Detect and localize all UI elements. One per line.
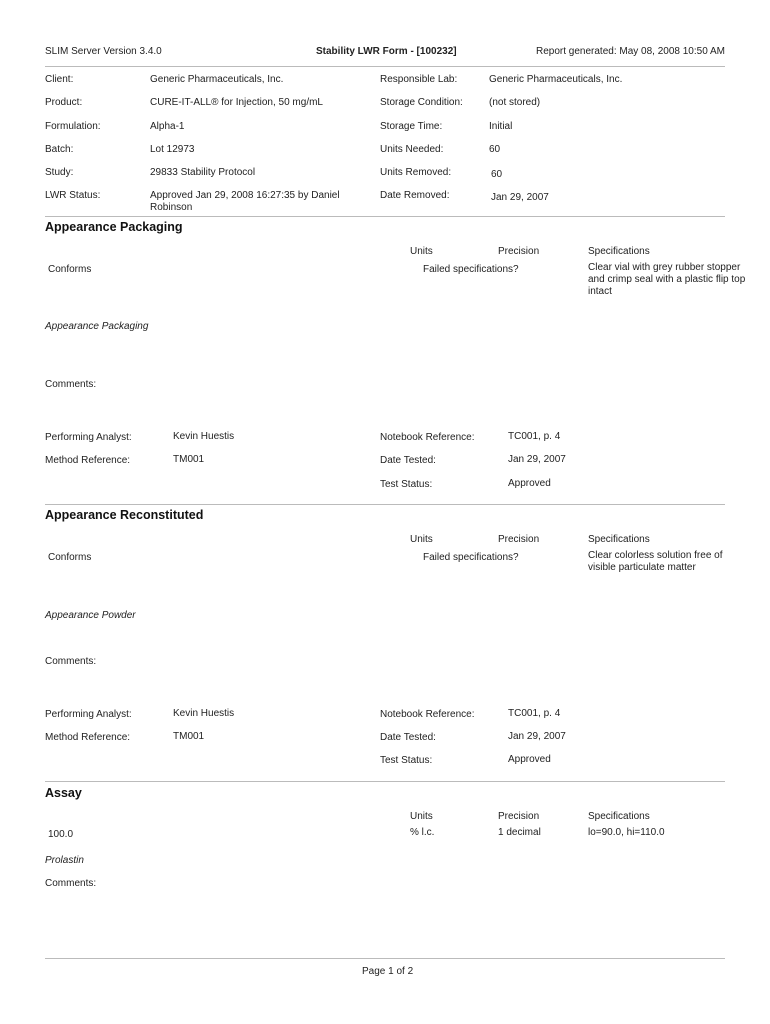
lwr-status-value: Approved Jan 29, 2008 16:27:35 by Daniel Robinson	[150, 190, 340, 213]
batch-label: Batch:	[45, 144, 74, 155]
test-specification: Clear colorless solution free of visible particulate matter	[588, 550, 723, 573]
test-result: 100.0	[48, 829, 74, 840]
method-value: TM001	[173, 454, 205, 465]
client-value: Generic Pharmaceuticals, Inc.	[150, 74, 284, 85]
formulation-label: Formulation:	[45, 121, 101, 132]
notebook-label: Notebook Reference:	[380, 709, 475, 720]
test-status-value: Approved	[508, 478, 551, 489]
test-name: Prolastin	[45, 855, 84, 866]
test-status-label: Test Status:	[380, 755, 433, 766]
analyst-value: Kevin Huestis	[173, 708, 235, 719]
method-value: TM001	[173, 731, 205, 742]
notebook-label: Notebook Reference:	[380, 432, 475, 443]
col-header-specifications: Specifications	[588, 811, 650, 822]
comments-label: Comments:	[45, 656, 97, 667]
batch-value: Lot 12973	[150, 144, 195, 155]
col-header-specifications: Specifications	[588, 246, 650, 257]
analyst-label: Performing Analyst:	[45, 709, 132, 720]
col-header-specifications: Specifications	[588, 534, 650, 545]
units-removed-value: 60	[491, 169, 503, 180]
section-title-appearance-packaging: Appearance Packaging	[45, 220, 183, 234]
analyst-label: Performing Analyst:	[45, 432, 132, 443]
test-precision: 1 decimal	[498, 827, 541, 838]
page-number: Page 1 of 2	[362, 966, 414, 977]
footer-divider	[45, 958, 725, 959]
date-tested-label: Date Tested:	[380, 732, 436, 743]
info-divider	[45, 216, 725, 217]
test-units: Failed specifications?	[423, 552, 519, 563]
storage-condition-label: Storage Condition:	[380, 97, 463, 108]
test-units: % l.c.	[410, 827, 435, 838]
section-divider	[45, 504, 725, 505]
units-needed-label: Units Needed:	[380, 144, 444, 155]
product-value: CURE-IT-ALL® for Injection, 50 mg/mL	[150, 97, 323, 108]
units-removed-label: Units Removed:	[380, 167, 452, 178]
test-status-value: Approved	[508, 754, 551, 765]
study-value: 29833 Stability Protocol	[150, 167, 256, 178]
col-header-units: Units	[410, 811, 433, 822]
method-label: Method Reference:	[45, 455, 131, 466]
client-label: Client:	[45, 74, 74, 85]
comments-label: Comments:	[45, 878, 97, 889]
test-name: Appearance Powder	[45, 610, 136, 621]
product-label: Product:	[45, 97, 83, 108]
test-status-label: Test Status:	[380, 479, 433, 490]
col-header-precision: Precision	[498, 811, 540, 822]
storage-time-label: Storage Time:	[380, 121, 443, 132]
analyst-value: Kevin Huestis	[173, 431, 235, 442]
test-result: Conforms	[48, 264, 92, 275]
section-title-appearance-reconstituted: Appearance Reconstituted	[45, 508, 204, 522]
storage-condition-value: (not stored)	[489, 97, 541, 108]
section-divider	[45, 781, 725, 782]
date-removed-label: Date Removed:	[380, 190, 450, 201]
notebook-value: TC001, p. 4	[508, 431, 561, 442]
responsible-lab-value: Generic Pharmaceuticals, Inc.	[489, 74, 623, 85]
date-tested-value: Jan 29, 2007	[508, 731, 566, 742]
col-header-precision: Precision	[498, 534, 540, 545]
col-header-units: Units	[410, 246, 433, 257]
date-tested-value: Jan 29, 2007	[508, 454, 566, 465]
date-removed-value: Jan 29, 2007	[491, 192, 549, 203]
form-title: Stability LWR Form - [100232]	[316, 46, 457, 57]
storage-time-value: Initial	[489, 121, 513, 132]
section-title-assay: Assay	[45, 786, 82, 800]
test-specification: Clear vial with grey rubber stopper and crimp seal with a plastic flip top intact	[588, 262, 746, 297]
lwr-status-label: LWR Status:	[45, 190, 101, 201]
study-label: Study:	[45, 167, 74, 178]
test-specification: lo=90.0, hi=110.0	[588, 827, 665, 838]
test-units: Failed specifications?	[423, 264, 519, 275]
test-name: Appearance Packaging	[45, 321, 149, 332]
test-result: Conforms	[48, 552, 92, 563]
notebook-value: TC001, p. 4	[508, 708, 561, 719]
report-generated: Report generated: May 08, 2008 10:50 AM	[535, 46, 725, 57]
units-needed-value: 60	[489, 144, 501, 155]
col-header-units: Units	[410, 534, 433, 545]
formulation-value: Alpha-1	[150, 121, 185, 132]
responsible-lab-label: Responsible Lab:	[380, 74, 458, 85]
date-tested-label: Date Tested:	[380, 455, 436, 466]
server-version: SLIM Server Version 3.4.0	[45, 46, 162, 57]
comments-label: Comments:	[45, 379, 97, 390]
header-divider	[45, 66, 725, 67]
col-header-precision: Precision	[498, 246, 540, 257]
method-label: Method Reference:	[45, 732, 131, 743]
